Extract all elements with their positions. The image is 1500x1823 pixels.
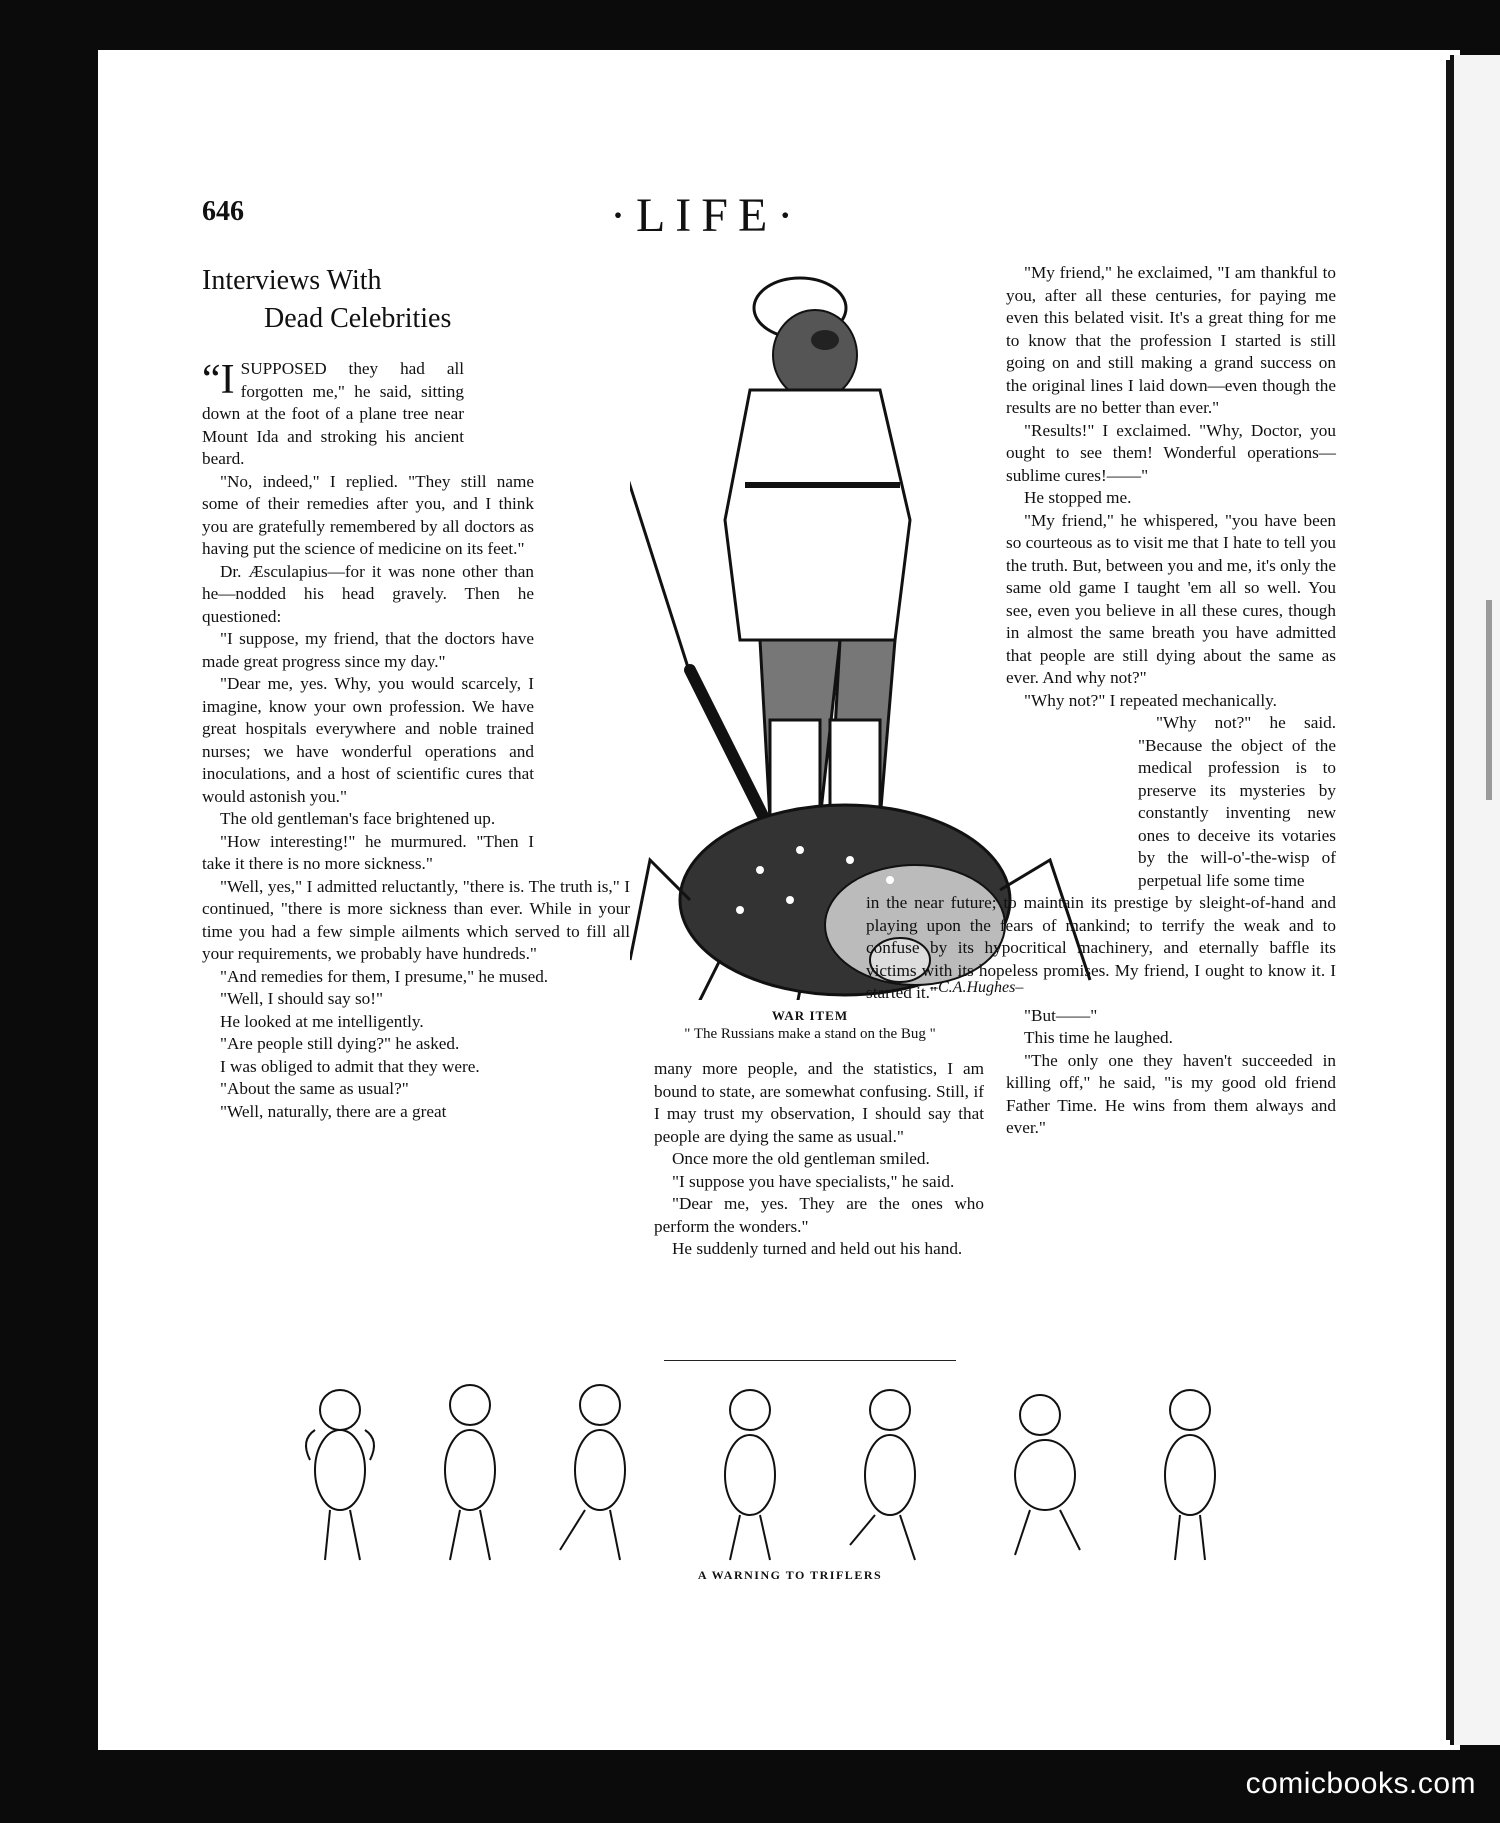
paragraph: Once more the old gentleman smiled. (672, 1149, 930, 1168)
cherub-figure (306, 1390, 374, 1560)
artist-signature: –C.A.Hughes– (930, 979, 1024, 996)
paragraph: He stopped me. (1024, 488, 1132, 507)
next-page-edge (1450, 55, 1500, 1745)
paragraph: "My friend," he exclaimed, "I am thankful to you, after all these centuries, for paying me even this belated visit. It's a great thing for me to know that the profession I started is still going on and still making a grand success on the original lines I laid down—even though the results are no better than ever." (1006, 263, 1336, 417)
paragraph-narrow: "Why not?" he said. "Because the object of the medical profession is to preserve its mysteries by constantly inventing new ones to deceive its votaries by the will-o'-the-wisp of perpetual life some time (1138, 713, 1336, 890)
bottom-cartoon-title: A WARNING TO TRIFLERS (697, 1568, 883, 1582)
paragraph: "And remedies for them, I presume," he mused. (220, 966, 549, 986)
cartoon-caption: " The Russians make a stand on the Bug " (684, 1026, 936, 1042)
paragraph: "No, indeed," I replied. "They still name some of their remedies after you, and I think you are gratefully remembered by all doctors as having put the science of medicine on its feet." (202, 471, 534, 558)
title-line-2: Dead Celebrities (264, 303, 452, 334)
opening-text: SUPPOSED they had all forgotten me," he said, sitting down at the foot of a plane tree near Mount Ida and stroking his ancient beard. (202, 359, 464, 468)
cherub-figure (1015, 1395, 1080, 1555)
paragraph: "Well, I should say so!" (220, 989, 384, 1008)
paragraph: "Are people still dying?" he asked. (220, 1034, 460, 1053)
paragraph: The old gentleman's face brightened up. (220, 809, 496, 828)
paragraph: Dr. Æsculapius—for it was none other than he—nodded his head gravely. Then he questioned: (202, 561, 534, 626)
paragraph: "Dear me, yes. They are the ones who perform the wonders." (654, 1194, 984, 1236)
paragraph: "I suppose, my friend, that the doctors have made great progress since my day." (202, 629, 534, 671)
paragraph: "Dear me, yes. Why, you would scarcely, I imagine, know your own profession. We have great hospitals everywhere and noble trained nurses; we have wonderful operations and inoculations, and a host of scientific cures that would astonish you." (202, 674, 534, 806)
cherub-figure (725, 1390, 775, 1560)
cherub-figure (445, 1385, 495, 1560)
paragraph: "Well, naturally, there are a great (220, 1101, 447, 1121)
paragraph: "About the same as usual?" (220, 1079, 409, 1098)
article-column-1 (202, 358, 630, 1123)
paragraph: "Well, yes," I admitted reluctantly, "there is. The truth is," I continued, "there is more sickness than ever. While in your time you had a few simple ailments which served to fill all your requirements, we probably have hundreds." (202, 876, 630, 963)
watermark: comicbooks.com (1245, 1767, 1476, 1800)
paragraph: This time he laughed. (1024, 1028, 1173, 1047)
paragraph: "Why not?" I repeated mechanically. (1024, 690, 1277, 710)
paragraph: "But——" (1024, 1005, 1098, 1025)
cherub-figure (1165, 1390, 1215, 1560)
article-title (202, 262, 502, 338)
masthead: ·LIFE· (610, 189, 804, 242)
cherub-figure (850, 1390, 915, 1560)
scan-artifact (1486, 600, 1492, 800)
page-number: 646 (202, 196, 244, 227)
title-line-1: Interviews With (202, 265, 382, 296)
paragraph: I was obliged to admit that they were. (220, 1056, 480, 1076)
opening-paragraph (202, 358, 464, 471)
paragraph: "My friend," he whispered, "you have been so courteous as to visit me that I hate to tell you the truth. But, between you and me, it's only the same old game I taught 'em all so well. You see, even you believe in all these cures, though in almost the same breath you have admitted that people are still dying about the same as ever. And why not?" (1006, 510, 1336, 687)
drop-cap: “I (202, 357, 235, 403)
paragraph: He looked at me intelligently. (220, 1011, 424, 1031)
paragraph: "I suppose you have specialists," he said. (672, 1171, 955, 1191)
paragraph: many more people, and the statistics, I am bound to state, are somewhat confusing. Still, if I may trust my observation, I should say that people are dying the same as usual." (654, 1059, 984, 1146)
paragraph: He suddenly turned and held out his hand. (672, 1239, 963, 1258)
paragraph: in the near future; to maintain its prestige by sleight-of-hand and playing upon the fears of mankind; to terrify the weak and to confuse by its hypocritical machinery, and eternally baffle its victims with its hopeless promises. My friend, I ought to know it. I started it." (866, 893, 1336, 1002)
paragraph: "How interesting!" he murmured. "Then I take it there is no more sickness." (202, 831, 534, 873)
article-column-2 (654, 1058, 984, 1261)
cherub-strip-illustration (290, 1370, 1330, 1570)
paragraph: "Results!" I exclaimed. "Why, Doctor, you ought to see them! Wonderful operations—sublime cures!——" (1006, 420, 1336, 485)
page-header (0, 189, 1500, 256)
divider-rule (664, 1360, 956, 1361)
cherub-figure (560, 1385, 625, 1560)
paragraph: "The only one they haven't succeeded in killing off," he said, "is my good old friend Father Time. He wins from them always and ever." (1006, 1050, 1336, 1137)
cartoon-title: WAR ITEM (771, 1008, 849, 1023)
